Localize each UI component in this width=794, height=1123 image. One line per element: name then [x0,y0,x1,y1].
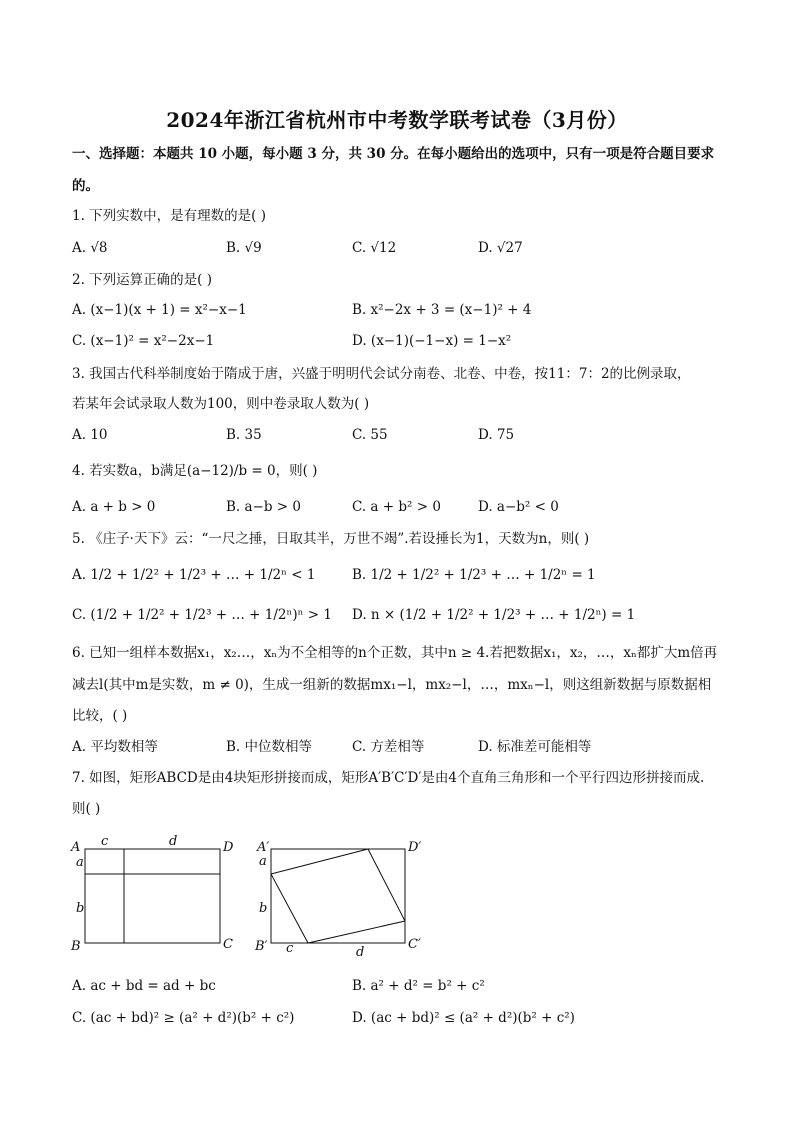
rectangle-abcd [85,849,220,943]
label-right-b-length: b [259,901,268,916]
rectangle-a-prime-b-prime-c-prime-d-prime [271,849,405,943]
question-2-stem: 2. 下列运算正确的是( ) [72,272,212,288]
label-left-b-length: b [76,901,85,916]
section-heading-line-1: 一、选择题：本题共 10 小题，每小题 3 分，共 30 分。在每小题给出的选项中，只有一项是符合题目要求 [72,146,715,162]
question-3-stem-line-1: 3. 我国古代科举制度始于隋成于唐，兴盛于明明代会试分南卷、北卷、中卷，按11：7：2的比例录取， [72,366,691,382]
question-1-option-b: B. √9 [226,240,262,256]
question-7-stem-line-2: 则( ) [72,801,101,817]
question-4-option-a: A. a + b > 0 [72,499,156,515]
question-5-option-a: A. 1/2 + 1/2² + 1/2³ + … + 1/2ⁿ < 1 [72,567,316,583]
question-6-stem-line-3: 比较，( ) [72,708,128,724]
question-4-option-b: B. a−b > 0 [226,499,301,515]
label-right-d-vertex: D′ [408,840,422,855]
label-left-c-vertex: C [223,937,233,952]
figure-right-rectangle [271,849,405,943]
label-right-b-vertex: B′ [255,939,268,954]
question-6-option-a: A. 平均数相等 [72,739,158,755]
question-3-option-a: A. 10 [72,427,108,443]
question-7-option-d: D. (ac + bd)² ≤ (a² + d²)(b² + c²) [352,1010,575,1026]
question-1-option-c: C. √12 [352,240,397,256]
label-left-d-length: d [169,834,178,849]
question-1-stem: 1. 下列实数中，是有理数的是( ) [72,208,266,224]
question-4-option-c: C. a + b² > 0 [352,499,441,515]
question-5-stem: 5. 《庄子·天下》云：“一尺之捶，日取其半，万世不竭”.若设捶长为1，天数为n，则( ) [72,531,590,547]
question-6-option-d: D. 标准差可能相等 [478,739,592,755]
question-5-option-c: C. (1/2 + 1/2² + 1/2³ + … + 1/2ⁿ)ⁿ > 1 [72,607,332,623]
label-right-c-vertex: C′ [408,937,421,952]
label-left-c-length: c [101,834,109,849]
question-7-option-c: C. (ac + bd)² ≥ (a² + d²)(b² + c²) [72,1010,295,1026]
figure-left-rectangle [85,849,220,943]
question-7-figure [68,834,448,960]
question-2-option-b: B. x²−2x + 3 = (x−1)² + 4 [352,302,532,318]
question-5-option-d: D. n × (1/2 + 1/2² + 1/2³ + … + 1/2ⁿ) = 1 [352,607,636,623]
question-3-option-c: C. 55 [352,427,388,443]
question-1-option-d: D. √27 [478,240,523,256]
section-heading-line-2: 的。 [72,178,99,194]
label-right-a-length: a [259,854,267,869]
label-left-a-length: a [76,855,84,870]
question-3-stem-line-2: 若某年会试录取人数为100，则中卷录取人数为( ) [72,396,370,412]
question-6-option-c: C. 方差相等 [352,739,425,755]
question-6-stem-line-1: 6. 已知一组样本数据x₁，x₂…，xₙ为不全相等的n个正数，其中n ≥ 4.若把数据x₁，x₂，…，xₙ都扩大m倍再 [72,645,718,661]
page-title: 2024年浙江省杭州市中考数学联考试卷（3月份） [166,108,628,132]
question-2-option-d: D. (x−1)(−1−x) = 1−x² [352,333,512,349]
label-left-d-vertex: D [223,840,234,855]
question-2-option-a: A. (x−1)(x + 1) = x²−x−1 [72,302,247,318]
question-4-option-d: D. a−b² < 0 [478,499,559,515]
question-1-option-a: A. √8 [72,240,108,256]
label-left-b-vertex: B [71,939,81,954]
question-3-option-b: B. 35 [226,427,262,443]
question-3-option-d: D. 75 [478,427,515,443]
label-left-a-vertex: A [71,840,81,855]
question-7-stem-line-1: 7. 如图，矩形ABCD是由4块矩形拼接而成，矩形A′B′C′D′是由4个直角三角形和一个平行四边形拼接而成. [72,770,705,786]
label-right-d-length: d [356,945,365,960]
question-2-option-c: C. (x−1)² = x²−2x−1 [72,333,215,349]
question-7-option-a: A. ac + bd = ad + bc [72,978,216,994]
question-7-option-b: B. a² + d² = b² + c² [352,978,485,994]
question-4-stem: 4. 若实数a，b满足(a−12)/b = 0，则( ) [72,463,318,479]
inner-parallelogram [271,849,405,943]
label-right-a-vertex: A′ [257,840,270,855]
label-right-c-length: c [286,941,294,956]
question-6-stem-line-2: 减去l(其中m是实数，m ≠ 0)，生成一组新的数据mx₁−l，mx₂−l，…，mxₙ−l，则这组新数据与原数据相 [72,677,712,693]
question-5-option-b: B. 1/2 + 1/2² + 1/2³ + … + 1/2ⁿ = 1 [352,567,596,583]
question-6-option-b: B. 中位数相等 [226,739,313,755]
